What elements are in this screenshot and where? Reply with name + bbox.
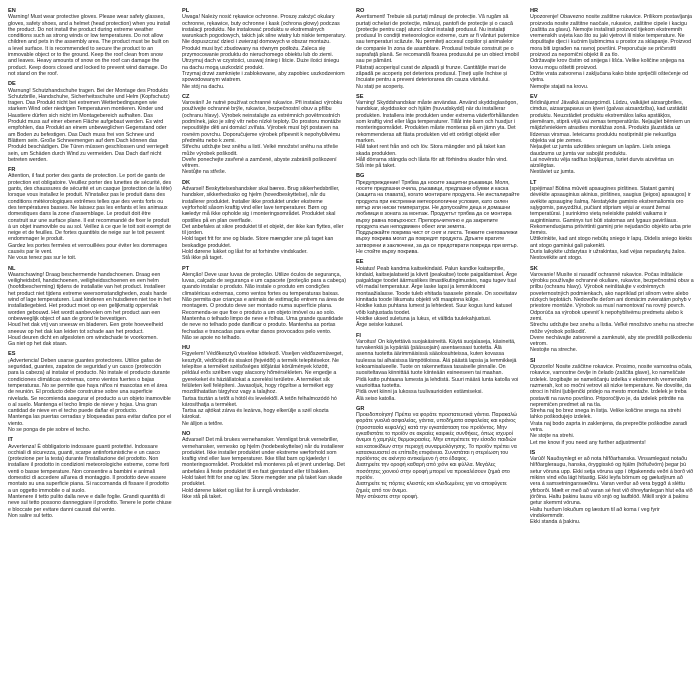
warning-text: Предупреждение! Трябва да носите защитни ръкавици. Моля, носете предпазни очила, ръкавици, предпазни обувки и каска (защита на главата), когато монтирате продукта. Не инсталирайте продукта при екстремни метеорологични условия, като силен вятър или ниски температури. Не допускайте деца и домашни любимци в зоната за монтаж. Продуктът трябва да се монтира върху равна повърхност. Препоръчително е да закрепите продукта към неподвижен обект или земята. Поддържайте покрива чист от сняг и листа. Тежките снеговалежи върху покрива могат да повредят продукта. Дръжте вратите затворени и заключени, за да се предотврати повреда при вятър. Не стойте върху покрива.: [356, 179, 520, 255]
language-code: DK: [182, 179, 191, 186]
warning-text: Warnung! Schutzhandschuhe tragen. Bei der Montage des Produkts Schutzbrille, Handschuhe, Sicherheitsschuhe und Helm (Kopfschutz) tragen. Das Produkt nicht bei extremen Wetterbedingungen wie starkem Wind oder niedrigen Temperaturen montieren. Kinder und Haustiere dürfen sich nicht im Montagebereich aufhalten. Das Produkt muss auf einer ebenen Fläche aufgebaut werden. Es wird empfohlen, das Produkt an einem unbeweglichen Gegenstand oder am Boden zu befestigen. Das Dach muss frei von Schnee und Blättern sein. Große Schneemengen auf dem Dach können das Produkt beschädigen. Die Türen müssen geschlossen und verriegelt sein, um Schäden durch Wind zu vermeiden. Das Dach darf nicht betreten werden.: [8, 87, 170, 163]
warning-text: Avertisment! Trebuie să purtați mănuși de protecție. Vă rugăm să purtați ochelari de protecție, mănuși, pantofi de protecție și o cască (protecție pentru cap) atunci când instalați produsul. Nu instalați produsul în condiții meteorologice extreme, cum ar fi vânturi puternice sau temperaturi scăzute. Nu permiteți accesul copiilor și animalelor de companie în zona de asamblare. Produsul trebuie construit pe o suprafață plană. Se recomandă fixarea produsului pe un obiect imobil sau pe pământ. Păstrați acoperișul curat de zăpadă și frunze. Cantitățile mari de zăpadă pe acoperiș pot deteriora produsul. Țineți ușile închise și încuiate pentru a preveni deteriorarea din cauza vântului. Nu stați pe acoperiș.: [356, 14, 520, 90]
warning-text: Uwaga! Należy nosić rękawice ochronne. Proszę założyć okulary ochronne, rękawice, buty ochronne i kask (ochrona głowy) podczas instalacji produktu. Nie instalować produktu w ekstremalnych warunkach pogodowych, takich jak silne wiatry lub niskie temperatury. Nie dopuszczać dzieci i zwierząt domowych w obszar montażu. Produkt musi być zbudowany na równym podłożu. Zaleca się przymocowanie produktu do nieruchomego obiektu lub do ziemi. Utrzymuj dach w czystości, usuwaj śnieg i liście. Duże ilości śniegu na dachu mogą uszkodzić produkt. Trzymaj drzwi zamknięte i zablokowane, aby zapobiec uszkodzeniom spowodowanym wiatrem. Nie stój na dachu.: [182, 14, 346, 90]
warning-text: Įspėjimas! Būtina mūvėti apsaugines pirštines. Statant gaminį dėvėkite apsauginius akinius, pirštines, saugius (įeigos) apsaugos) ir avėkite apsauginę šalmą. Nestatykite gaminio ekstremaliomis oro sąlygomis, pavyzdžiui, pučiant stipriam vėjui ar esant žemai temperatūrai. Į surinkimo vietą neleiskite patekti vaikams ir augintiniams. Gaminys turi būti statomas ant lygaus paviršiaus. Rekomenduojama pritvirtinti gaminį prie nejudančio objekto arba prie žemės. Užtikrinkite, kad ant stogo nebūtų sniego ir lapų. Didelis sniego kiekis ant stogo gaminiui gali pakenkti. Duris laikykite uždarytas ir užrakintas, kad vėjas nepadarytų žalos. Nestovėkite ant stogo.: [530, 186, 692, 262]
warning-page: [8, 8, 694, 696]
section-gr: [356, 406, 520, 500]
warning-text: Opozorilo! Nosite zaščitne rokavice. Prosimo, nosite varnostna očala, rokavice, varnostne čevlje in čelado (zaščita glave), ko nameščate izdelek. Izogibajte se nameščanju izdelka v ekstremnih vremenskih razmerah, kot so močni vetrovi ali nizke temperature. Ne dovolite, da otroci in hišni ljubljenčki pridejo na mesto montaže. Izdelek je treba postaviti na ravno površino. Priporočljivo je, da izdelek pritrdite na nepremičen predmet ali na tla. Streha naj bo brez snega in listja. Velike količine snega na strehi lahko poškodujejo izdelek. Vrata naj bodo zaprta in zaklenjena, da preprečite poškodbe zaradi vetra. Ne stojte na strehi. Let me know if you need any further adjustments!: [530, 364, 693, 446]
language-code: SE: [356, 93, 364, 100]
section-pt: [182, 266, 346, 342]
section-ev: [530, 94, 694, 176]
warning-text: Προειδοποίηση! Πρέπει να φοράτε προστατευτικά γάντια. Παρακαλώ φοράτε γυαλιά ασφαλείας, γάντια, υποδήματα ασφαλείας και κράνος (προστασία κεφαλής) κατά την εγκατάσταση του προϊόντος. Μην εγκαθιστάτε το προϊόν σε ακραίες καιρικές συνθήκες, όπως ισχυροί άνεμοι ή χαμηλές θερμοκρασίες. Μην επιτρέπετε την είσοδο παιδιών και κατοικίδιων στην περιοχή συναρμολόγησης. Το προϊόν πρέπει να κατασκευαστεί σε επίπεδη επιφάνεια. Συνιστάται η στερέωση του προϊόντος σε ακίνητο αντικείμενο ή στο έδαφος. Διατηρείτε την οροφή καθαρή από χιόνι και φύλλα. Μεγάλες ποσότητες χιονιού στην οροφή μπορεί να προκαλέσουν ζημιά στο προϊόν. Διατηρείτε τις πόρτες κλειστές και κλειδωμένες για να αποφύγετε ζημιές από τον άνεμο. Μην στέκεστε στην οροφή.: [356, 412, 518, 500]
section-cz: [182, 94, 346, 176]
language-code: HU: [182, 345, 191, 352]
language-code: FR: [8, 167, 16, 174]
warning-text: Hoiatus! Peab kandma kaitsekindaid. Palun kandke kaitseprille, kindaid, kaitsejalatseid ja kiivrit (peakaitse) toote paigaldamisel. Ärge paigaldage toodet äärmuslikes ilmastikutingimustes, nagu tugev tuul või madal temperatuur. Ärge laske lapsi ja lemmikloomi montaažialasse. Toode tuleb ehitada tasasele pinnale. On soovitatav kinnitada toode liikumatu objekti või maapinna külge. Hoidke katus puhtana lumest ja lehtedest. Suur kogus lund katusel võib kahjustada toodet. Hoidke uksed suletuna ja lukus, et vältida tuulekahjustusi. Ärge seiske katusel.: [356, 265, 518, 329]
warning-text: Varúð! Nauðsynlegt er að nota hlífðarhanska. Vinsamlegast notaðu hlífðargleraugu, hanska, öryggisskó og hjálm (höfuðvörn) þegar þú setur vöruna upp. Ekki setja vöruna upp í öfgakenndu veðri á borð við mikinn vind eða lágt hitastig. Ekki leyfa börnum og gæludýrum að vera á samsetningarsvæðinu. Varan verður að vera byggð á sléttu yfirborði. Mælt er með að varan sé fest við óhreyfanlegan hlut eða við jörðina. Haltu þakinu lausu við snjó og laufblöð. Mikill snjór á þakinu getur skemmt vöruna. Haltu hurðum lokuðum og læstum til að koma í veg fyrir vindskemmdir. Ekki standa á þakinu.: [530, 456, 694, 526]
language-code: NL: [8, 265, 16, 272]
warning-text: Brīdinājums! Jāvalkā aizsargcimdi. Lūdzu, valkājiet aizsargbrilles, cimdus, aizsargapavus un ķiveri (galvas aizsardzība), kad uzstādāt produktu. Neuzstādiet produktu ekstremālos laika apstākļos, piemēram, stiprā vējā vai zemas temperatūrās. Neļaujiet bērniem un mājdzīvniekiem atrasties montāžas zonā. Produkts jāuzstāda uz līdzenas virsmas. Ieteicams produktu nostiprināt pie nekustīga objekta vai pie zemes. Neļaujiet uz jumta uzkrāties sniegam un lapām. Liels sniega daudzums uz jumta var sabojāt produktu. Lai novērstu vēja radītus bojājumus, turiet durvis aizvērtas un aizslēgtas. Nestāviet uz jumta.: [530, 100, 691, 176]
column-3: [356, 8, 520, 696]
language-code: HR: [530, 8, 539, 14]
language-code: EV: [530, 93, 538, 100]
language-code: BG: [356, 173, 365, 180]
warning-text: Atenção! Deve usar luvas de proteção. Utilize óculos de segurança, luvas, calçado de segurança e um capacete (proteção para a cabeça) quando instalar o produto. Não instale o produto em condições climatéricas extremas, como ventos fortes ou temperaturas baixas. Não permita que crianças e animais de estimação entrem na área de montagem. O produto deve ser montado numa superfície plana. Recomenda-se que fixe o produto a um objeto imóvel ou ao solo. Mantenha o telhado limpo de neve e folhas. Uma grande quantidade de neve no telhado pode danificar o produto. Mantenha as portas fechadas e trancadas para evitar danos provocados pelo vento. Não se apoie no telhado.: [182, 271, 346, 341]
section-no: [182, 431, 346, 500]
section-en: [8, 8, 172, 77]
section-fr: [8, 167, 172, 261]
warning-text: Attention, il faut porter des gants de protection. Le port de gants de protection est obligatoire. Veuillez porter des lunettes de sécurité, des gants, des chaussures de sécurité et un casque (protection de la tête) lorsque vous installez le produit. N'installez pas le produit dans des conditions météorologiques extrêmes telles que des vents forts ou des températures basses. Ne laissez pas les enfants et les animaux domestiques dans la zone d'assemblage. Le produit doit être construit sur une surface plane. Il est recommandé de fixer le produit à un objet inamovible ou au sol. Veillez à ce que le toit soit exempt de neige et de feuilles. De fortes quantités de neige sur le toit peuvent endommager le produit. Gardez les portes fermées et verrouillées pour éviter les dommages causés par le vent. Ne vous tenez pas sur le toit.: [8, 173, 172, 262]
section-ro: [356, 8, 520, 90]
language-code: PT: [182, 265, 190, 272]
section-it: [8, 437, 172, 519]
language-code: DE: [8, 81, 16, 88]
warning-text: Varování! Je nutné používat ochranné rukavice. Při instalaci výrobku používejte ochranné brýle, rukavice, bezpečnostní obuv a přilbu (ochranu hlavy). Výrobek neinstalujte za extrémních povětrnostních podmínek, jako je silný vítr nebo nízké teploty. Do prostoru montáže nepouštějte děti ani domácí zvířata. Výrobek musí být postaven na rovném povrchu. Doporučujeme výrobek připevnit k nepohyblivému předmětu nebo k zemi. Střechu udržujte bez sněhu a listí. Velké množství sněhu na střeše může výrobek poškodit. Dveře ponechejte zavřené a zamčené, abyste zabránili poškození větrem. Nestůjte na střeše.: [182, 100, 343, 176]
warning-text: Figyelem! Védőkesztyű viselése kötelező. Viseljen védőszemüveget, kesztyűt, védőcipőt és sisakot (fejvédőt) a termék telepítésekor. Ne telepítse a terméket szélsőséges időjárási körülmények között, például erős szélben vagy alacsony hőmérsékleten. Ne engedje a gyerekeket és háziállatokat a szerelési területre. A terméket sík felületen kell felépíteni. Javasoljuk, hogy rögzítse a terméket egy mozdíthatatlan tárgyhoz vagy a talajhoz. Tartsa tisztán a tetőt a hótól és levelektől. A tetőn felhalmozódó hó károsíthatja a terméket. Tartsa az ajtókat zárva és lezárva, hogy elkerülje a szél okozta károkat. Ne álljon a tetőre.: [182, 351, 343, 427]
language-code: SK: [530, 265, 538, 272]
section-sk: [530, 266, 694, 354]
section-nl: [8, 266, 172, 348]
language-code: RO: [356, 8, 365, 14]
section-hr: [530, 8, 694, 90]
section-ee: [356, 259, 520, 328]
section-es: [8, 351, 172, 433]
section-dk: [182, 180, 346, 262]
warning-text: Waarschuwing! Draag beschermende handschoenen. Draag een veiligheidsbril, handschoenen, veiligheidsschoenen en een helm (hoofdbescherming) tijdens de installatie van het product. Installeer het product niet tijdens extreme weersomstandigheden, zoals harde wind of lage temperaturen. Laat kinderen en huisdieren niet toe in het installatiegebied. Het product moet op een gelijkmatig oppervlak worden gebouwd. Het wordt aanbevolen om het product aan een onbeweeglijk object of aan de grond te bevestigen. Houd het dak vrij van sneeuw en bladeren. Een grote hoeveelheid sneeuw op het dak kan leiden tot schade aan het product. Houd deuren dicht en afgesloten om windschade te voorkomen. Ga niet op het dak staan.: [8, 271, 171, 348]
warning-text: ¡Advertencia! Deben usarse guantes protectores. Utilice gafas de seguridad, guantes, zapatos de seguridad y un casco (protección para la cabeza) al instalar el producto. No instale el producto durante condiciones climáticas extremas, como vientos fuertes o bajas temperaturas. No se permite que haya niños ni mascotas en el área de reunión. El producto debe construirse sobre una superficie nivelada. Se recomienda asegurar el producto a un objeto inamovible o al suelo. Mantenga el techo limpio de nieve y hojas. Una gran cantidad de nieve en el techo puede dañar el producto. Mantenga las puertas cerradas y bloqueadas para evitar daños por el viento. No se ponga de pie sobre el techo.: [8, 357, 172, 433]
language-code: ES: [8, 351, 16, 358]
language-code: SI: [530, 357, 536, 364]
language-code: EE: [356, 259, 364, 266]
column-2: [182, 8, 346, 696]
language-code: EN: [8, 8, 16, 14]
language-code: LT: [530, 179, 537, 186]
language-code: FI: [356, 332, 361, 339]
language-code: IS: [530, 449, 536, 456]
language-code: GR: [356, 405, 365, 412]
warning-text: Varoitus! On käytettävä suojakäsineitä. Käytä suojalaseja, käsineitä, turvakenkiä ja kypärää (pääsuojain) asentaessasi tuotetta. Älä asenna tuotetta äärimmäisissä sääolosuhteissa, kuten kovassa tuulessa tai alhaisissa lämpötiloissa. Älä päästä lapsia ja lemmikkejä kokoamisalueelle. Tuote on rakennettava tasaiselle pinnalle. On suositeltavaa kiinnittää tuote kiinteään esineeseen tai maahan. Pidä katto puhtaana lumesta ja lehdistä. Suuri määrä lunta katolla voi vaurioittaa tuotetta. Pidä ovet kiinni ja lukossa tuulivaurioiden estämiseksi. Älä seiso katolla.: [356, 338, 519, 402]
section-lt: [530, 180, 694, 262]
section-de: [8, 81, 172, 163]
warning-text: Upozorenje! Obavezno nosite zaštitne rukavice. Prilikom postavljanja proizvoda nosite zaštitne naočale, rukavice, zaštitne cipele i kacigu (zaštita za glavu). Nemojte instalirati proizvod tijekom ekstremnih vremenskih uvjeta kao što su jaki vjetrovi ili niske temperature. Ne dopuštajte djeci i kućnim ljubimcima u prostor za sklapanje. Proizvod mora biti izgrađen na ravnoj površini. Preporučuje se pričvrstiti proizvod za nepomični objekt ili za tlo. Održavajte krov čistim od snijega i lišća. Velike količine snijega na krovu mogu oštetiti proizvod. Držite vrata zatvorena i zaključana kako biste spriječili oštećenje od vjetra. Nemojte stajati na krovu.: [530, 14, 692, 90]
section-bg: [356, 173, 520, 255]
warning-text: Varning! Skyddshandskar måste användas. Använd skyddsglasögon, handskar, skyddsskor och hjälm (huvudskydd) när du installerar produkten. Installera inte produkten under extrema väderförhållanden som kraftig vind eller låga temperaturer. Tillåt inte barn och husdjur i monteringsområdet. Produkten måste monteras på en jämn yta. Det rekommenderas att fästa produkten vid ett orörligt objekt eller marken. Håll taket rent från snö och löv. Stora mängder snö på taket kan skada produkten. Håll dörrarna stängda och låsta för att förhindra skador från vind. Stå inte på taket.: [356, 100, 519, 170]
section-is: [530, 450, 694, 526]
warning-text: Avvertenza! È obbligatorio indossare guanti protettivi. Indossare occhiali di sicurezza, guanti, scarpe antinfortunistiche e un casco (protezione per la testa) durante l'installazione del prodotto. Non installare il prodotto in condizioni meteorologiche estreme, come forti venti o basse temperature. Non consentire a bambini e animali domestici di accedere all'area di montaggio. Il prodotto deve essere montato su una superficie piana. Si raccomanda di fissare il prodotto a un oggetto immobile o al suolo. Mantenere il tetto pulito dalla neve e dalle foglie. Grandi quantità di neve sul tetto possono danneggiare il prodotto. Tenere le porte chiuse e bloccate per evitare danni causati dal vento. Non salire sul tetto.: [8, 443, 172, 519]
column-4: [530, 8, 694, 696]
language-code: PL: [182, 8, 190, 14]
section-se: [356, 94, 520, 170]
column-1: [8, 8, 172, 696]
language-code: NO: [182, 431, 191, 437]
warning-text: Varovanie! Musíte si nasadiť ochranné rukavice. Počas inštalácie výrobku používajte ochranné okuliare, rukavice, bezpečnostnú obuv a prilbu (ochranu hlavy). Výrobok neinštalujte v extrémnych poveternostných podmienkach, ako napríklad pri silnom vetre alebo nízkych teplotách. Nedovoľte deťom ani domácim zvieratám pohyb v priestore montáže. Výrobok sa musí namontovať na rovný povrch. Odporúča sa výrobok upevniť k nepohyblivému predmetu alebo k zemi. Strechu udržujte bez snehu a lístia. Veľké množstvo snehu na streche môže výrobok poškodiť. Dvere nechávajte zatvorené a zamknuté, aby ste predišli poškodeniu vetrom. Nestojte na streche.: [530, 271, 694, 354]
section-pl: [182, 8, 346, 90]
warning-text: Advarsel! Det må brukes vernehansker. Vennligst bruk vernebriller, vernehansker, vernesko og hjelm (hodebeskyttelse) når du installerer produktet. Ikke installer produktet under ekstreme værforhold som kraftig vind eller lave temperaturer. Ikke tillat barn og kjæledyr i monteringsområdet. Produktet må monteres på et jevnt underlag. Det anbefales å feste produktet til en fast gjenstand eller til bakken. Hold taket fritt for snø og løv. Store mengder snø på taket kan skade produktet. Hold dørene lukket og låst for å unngå vindskader. Ikke stå på taket.: [182, 437, 345, 500]
section-hu: [182, 345, 346, 427]
warning-text: Advarsel! Beskyttelseshandsker skal bæres. Brug sikkerhedsbriller, handsker, sikkerhedssko og hjelm (hovedbeskyttelse), når du installerer produktet. Installer ikke produktet under ekstreme vejrforhold såsom kraftig vind eller lave temperaturer. Børn og kæledyr må ikke opholde sig i monteringsområdet. Produktet skal opstilles på en plan overflade. Det anbefales at sikre produktet til et objekt, der ikke kan flyttes, eller til jorden. Hold taget frit for sne og blade. Store mængder sne på taget kan beskadige produktet. Hold dørene lukket og låst for at forhindre vindskader. Stå ikke på taget.: [182, 186, 344, 262]
language-code: IT: [8, 437, 13, 444]
section-si: [530, 358, 694, 446]
section-fi: [356, 333, 520, 402]
warning-text: Warning! Must wear protective gloves. Please wear safety glasses, gloves, safety shoes, and a helmet (head protection) when you install the product. Do not install the product during extreme weather conditions such as strong winds or low temperatures. Do not allow children and pets in the assembly area. The product must be built on a level surface. It is recommended to secure the product to an immovable object or to the ground. Keep the roof clean from snow and leaves. Heavy amounts of snow on the roof can damage the product. Keep doors closed and locked to prevent wind damage. Do not stand on the roof.: [8, 14, 171, 77]
language-code: CZ: [182, 93, 190, 100]
